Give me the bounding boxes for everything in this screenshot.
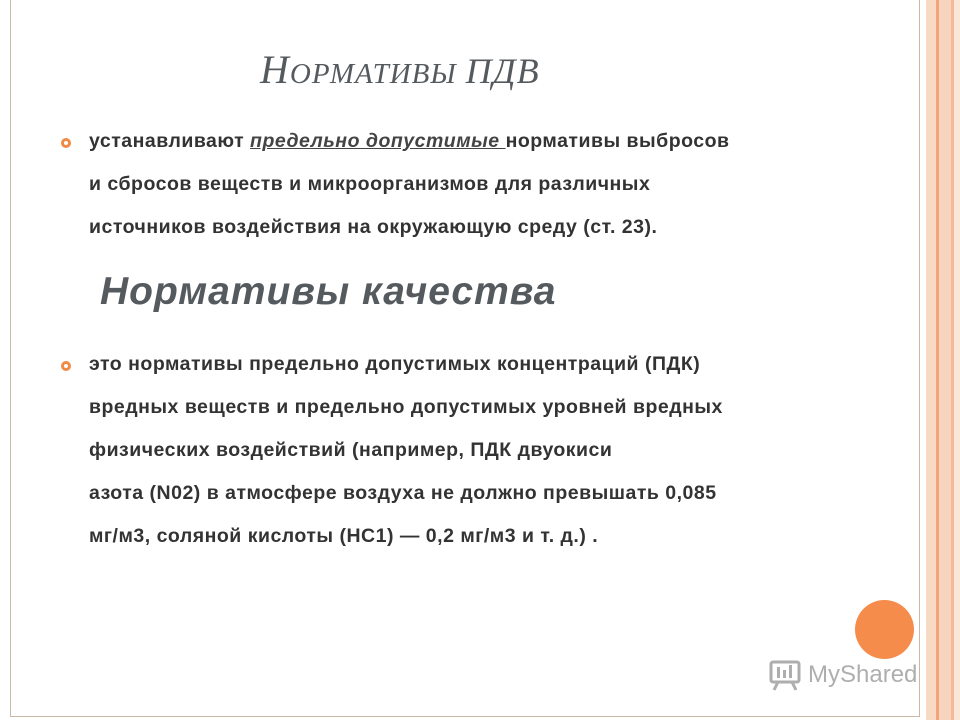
title-rest: ОРМАТИВЫ [289,58,457,90]
text-before-emphasis: устанавливают [89,130,251,152]
title-acronym: ПДВ [465,51,540,91]
paragraph-line: азота (N02) в атмосфере воздуха не должно превышать 0,085 [89,482,717,504]
paragraph-line: источников воздействия на окружающую среду (ст. 23). [89,216,658,238]
presentation-board-icon [768,658,802,692]
paragraph-pdv [89,120,730,249]
title-initial: Н [260,47,290,92]
decor-stripe [954,0,960,720]
paragraph-line: физических воздействий (например, ПДК двуокиси [89,439,613,461]
decor-circle [855,600,914,659]
paragraph-line [89,120,730,163]
bullet-icon [61,361,71,371]
emphasis-text: предельно допустимые [250,130,506,152]
text-after-emphasis: нормативы выбросов [505,130,730,152]
decor-stripe [926,0,936,720]
paragraph-line: вредных веществ и предельно допустимых уровней вредных [89,396,723,418]
watermark-text: MyShared [808,661,918,688]
section-heading: Нормативы качества [100,270,557,313]
paragraph-line: это нормативы предельно допустимых концентраций (ПДК) [89,353,701,375]
watermark [768,655,928,695]
paragraph-quality [89,343,723,558]
slide-title [260,46,540,93]
bullet-icon [61,138,71,148]
paragraph-line: и сбросов веществ и микроорганизмов для различных [89,173,651,195]
paragraph-line: мг/м3, соляной кислоты (НС1) — 0,2 мг/м3 и т. д.) . [89,525,599,547]
decor-stripe [939,0,951,720]
